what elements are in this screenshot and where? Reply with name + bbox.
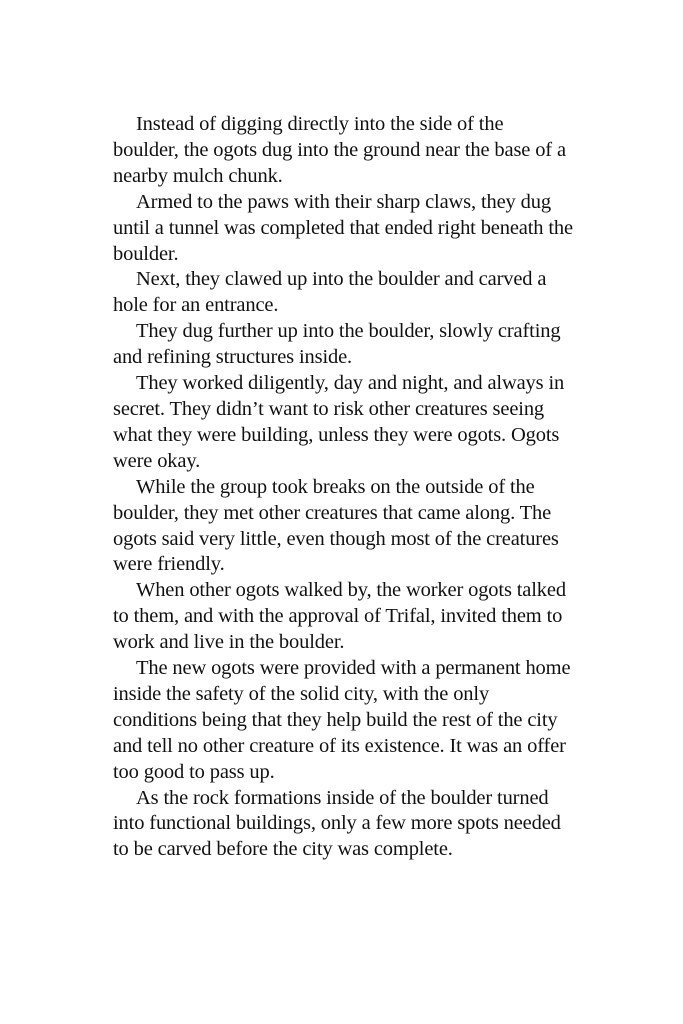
page-body-text <box>113 112 573 863</box>
paragraph: When other ogots walked by, the worker ogots talked to them, and with the approval of Trifal, invited them to work and live in the boulder. <box>113 579 566 654</box>
paragraph: Armed to the paws with their sharp claws, they dug until a tunnel was completed that ended right beneath the boulder. <box>113 190 573 265</box>
paragraph: While the group took breaks on the outside of the boulder, they met other creatures that came along. The ogots said very little, even though most of the creatures were friendly. <box>113 475 559 576</box>
paragraph: As the rock formations inside of the boulder turned into functional buildings, only a few more spots needed to be carved before the city was complete. <box>113 786 561 861</box>
paragraph: They worked diligently, day and night, and always in secret. They didn’t want to risk other creatures seeing what they were building, unless they were ogots. Ogots were okay. <box>113 372 565 472</box>
paragraph: The new ogots were provided with a permanent home inside the safety of the solid city, with the only conditions being that they help build the rest of the city and tell no other creature of its existence. It was an offer too good to pass up. <box>113 657 571 783</box>
paragraph: Instead of digging directly into the side of the boulder, the ogots dug into the ground near the base of a nearby mulch chunk. <box>113 113 566 187</box>
paragraph: Next, they clawed up into the boulder and carved a hole for an entrance. <box>113 268 547 317</box>
paragraph: They dug further up into the boulder, slowly crafting and refining structures inside. <box>113 320 561 369</box>
